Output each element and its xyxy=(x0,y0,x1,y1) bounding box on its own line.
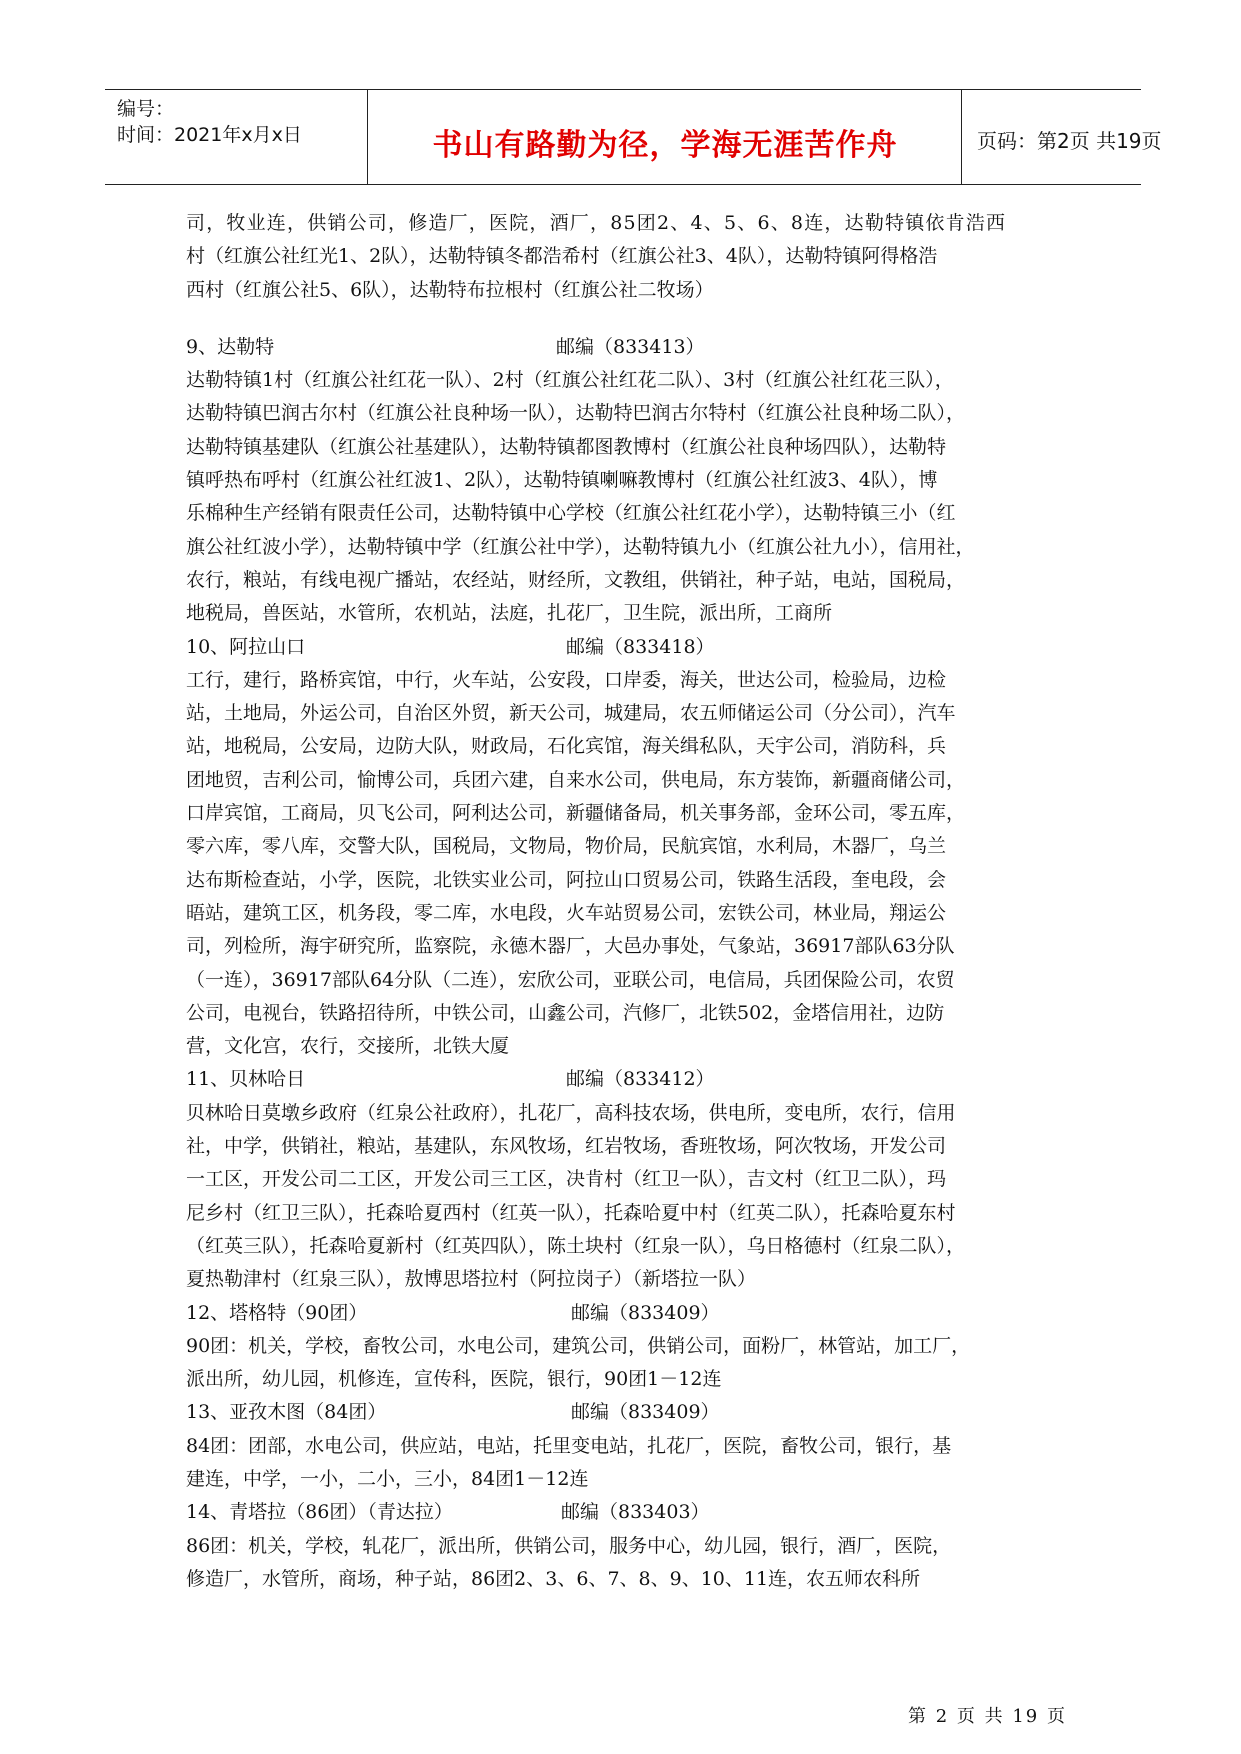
section-title: 11、贝林哈日 xyxy=(186,1068,306,1091)
header-page-info: 页码：第2页 共19页 xyxy=(977,129,1162,153)
paragraph-line: 社，中学，供销社，粮站，基建队，东风牧场，红岩牧场，香班牧场，阿次牧场，开发公司 xyxy=(186,1135,947,1158)
header-motto-cell xyxy=(369,90,962,184)
motto-title: 书山有路勤为径，学海无涯苦作舟 xyxy=(432,128,898,163)
postal-code: 邮编（833403） xyxy=(561,1501,710,1524)
paragraph-line: 站，土地局，外运公司，自治区外贸，新天公司，城建局，农五师储运公司（分公司），汽车 xyxy=(186,702,956,725)
paragraph-line: 地税局，兽医站，水管所，农机站，法庭，扎花厂，卫生院，派出所，工商所 xyxy=(186,602,833,625)
section-heading xyxy=(186,1396,1076,1429)
paragraph-line: 贝林哈日莫墩乡政府（红泉公社政府），扎花厂，高科技农场，供电所，变电所，农行，信用 xyxy=(186,1101,956,1124)
document-number-label: 编号： xyxy=(117,98,175,120)
paragraph-line: 公司，电视台，铁路招待所，中铁公司，山鑫公司，汽修厂，北铁502，金塔信用社，边防 xyxy=(186,1001,945,1024)
paragraph-line: 农行，粮站，有线电视广播站，农经站，财经所，文教组，供销社，种子站，电站，国税局， xyxy=(186,568,966,591)
postal-code: 邮编（833409） xyxy=(571,1401,720,1424)
header-page-cell xyxy=(963,90,1162,184)
paragraph-line: 尼乡村（红卫三队），托森哈夏西村（红英一队），托森哈夏中村（红英二队），托森哈夏东村 xyxy=(186,1201,956,1224)
paragraph-line: 镇呼热布呼村（红旗公社红波1、2队），达勒特镇喇嘛教博村（红旗公社红波3、4队），博 xyxy=(186,469,938,492)
paragraph-line: 站，地税局，公安局，边防大队，财政局，石化宾馆，海关缉私队，天宇公司，消防科，兵 xyxy=(186,735,947,758)
section-heading xyxy=(186,1063,1076,1096)
section-heading xyxy=(186,1297,1076,1330)
paragraph-line: 乐棉种生产经销有限责任公司，达勒特镇中心学校（红旗公社红花小学），达勒特镇三小（红 xyxy=(186,502,956,525)
document-body xyxy=(186,207,1076,1596)
paragraph-line: 旗公社红波小学），达勒特镇中学（红旗公社中学），达勒特镇九小（红旗公社九小），信用社， xyxy=(186,535,975,558)
paragraph-line: 口岸宾馆，工商局，贝飞公司，阿利达公司，新疆储备局，机关事务部，金环公司，零五库， xyxy=(186,802,966,825)
document-time-label: 时间：2021年x月x日 xyxy=(117,124,302,146)
paragraph-line: 派出所，幼儿园，机修连，宣传科，医院，银行，90团1－12连 xyxy=(186,1368,722,1391)
section-heading xyxy=(186,1496,1076,1529)
section-heading xyxy=(186,331,1076,364)
paragraph-line: 夏热勒津村（红泉三队），敖博思塔拉村（阿拉岗子）（新塔拉一队） xyxy=(186,1268,757,1291)
paragraph-line: 达布斯检查站，小学，医院，北铁实业公司，阿拉山口贸易公司，铁路生活段，奎电段，会 xyxy=(186,868,947,891)
section-title: 13、亚孜木图（84团） xyxy=(186,1401,387,1424)
paragraph-line: 建连，中学，一小，二小，三小，84团1－12连 xyxy=(186,1467,589,1490)
paragraph-line: 司，牧业连，供销公司，修造厂，医院，酒厂，85团2、4、5、6、8连，达勒特镇依肯浩西 xyxy=(186,212,1007,234)
paragraph-line: 零六库，零八库，交警大队，国税局，文物局，物价局，民航宾馆，水利局，木器厂，乌兰 xyxy=(186,835,947,858)
paragraph-line: 一工区，开发公司二工区，开发公司三工区，决肯村（红卫一队），吉文村（红卫二队），玛 xyxy=(186,1168,947,1191)
paragraph-line: 达勒特镇基建队（红旗公社基建队），达勒特镇都图教博村（红旗公社良种场四队），达勒特 xyxy=(186,435,947,458)
postal-code: 邮编（833412） xyxy=(566,1068,715,1091)
paragraph-line: 86团：机关，学校，轧花厂，派出所，供销公司，服务中心，幼儿园，银行，酒厂，医院， xyxy=(186,1534,952,1557)
paragraph-line: （一连），36917部队64分队（二连），宏欣公司，亚联公司，电信局，兵团保险公司，农贸 xyxy=(186,968,955,991)
postal-code: 邮编（833409） xyxy=(571,1301,720,1324)
paragraph-line: 修造厂，水管所，商场，种子站，86团2、3、6、7、8、9、10、11连，农五师农科所 xyxy=(186,1567,921,1590)
section-title: 9、达勒特 xyxy=(186,335,275,358)
paragraph-line: 团地贸，吉利公司，愉博公司，兵团六建，自来水公司，供电局，东方装饰，新疆商储公司， xyxy=(186,768,966,791)
header-meta-cell xyxy=(105,90,368,184)
paragraph-gap xyxy=(186,307,1076,331)
paragraph-line: 达勒特镇巴润古尔村（红旗公社良种场一队），达勒特巴润古尔特村（红旗公社良种场二队）， xyxy=(186,402,966,425)
paragraph-line: 司，列检所，海宇研究所，监察院，永德木器厂，大邑办事处，气象站，36917部队63分队 xyxy=(186,935,955,958)
section-heading xyxy=(186,631,1076,664)
paragraph-line: 村（红旗公社红光1、2队），达勒特镇冬都浩希村（红旗公社3、4队），达勒特镇阿得格浩 xyxy=(186,245,938,268)
section-title: 12、塔格特（90团） xyxy=(186,1301,368,1324)
paragraph-line: 90团：机关，学校，畜牧公司，水电公司，建筑公司，供销公司，面粉厂，林管站，加工厂， xyxy=(186,1334,971,1357)
paragraph-line: 达勒特镇1村（红旗公社红花一队）、2村（红旗公社红花二队）、3村（红旗公社红花三队）， xyxy=(186,369,954,392)
page-header xyxy=(105,89,1162,185)
paragraph-line: 晤站，建筑工区，机务段，零二库，水电段，火车站贸易公司，宏铁公司，林业局，翔运公 xyxy=(186,901,947,924)
paragraph-line: 营，文化宫，农行，交接所，北铁大厦 xyxy=(186,1035,510,1058)
section-title: 14、青塔拉（86团）（青达拉） xyxy=(186,1501,453,1524)
paragraph-line: 84团：团部，水电公司，供应站，电站，托里变电站，扎花厂，医院，畜牧公司，银行，基 xyxy=(186,1434,952,1457)
postal-code: 邮编（833418） xyxy=(566,635,715,658)
page-footer: 第 2 页 共 19 页 xyxy=(908,1706,1067,1727)
section-title: 10、阿拉山口 xyxy=(186,635,306,658)
paragraph-line: （红英三队），托森哈夏新村（红英四队），陈土块村（红泉一队），乌日格德村（红泉二队）， xyxy=(186,1234,966,1257)
paragraph-line: 工行，建行，路桥宾馆，中行，火车站，公安段，口岸委，海关，世达公司，检验局，边检 xyxy=(186,668,947,691)
postal-code: 邮编（833413） xyxy=(556,335,705,358)
paragraph-line: 西村（红旗公社5、6队），达勒特布拉根村（红旗公社二牧场） xyxy=(186,278,714,301)
